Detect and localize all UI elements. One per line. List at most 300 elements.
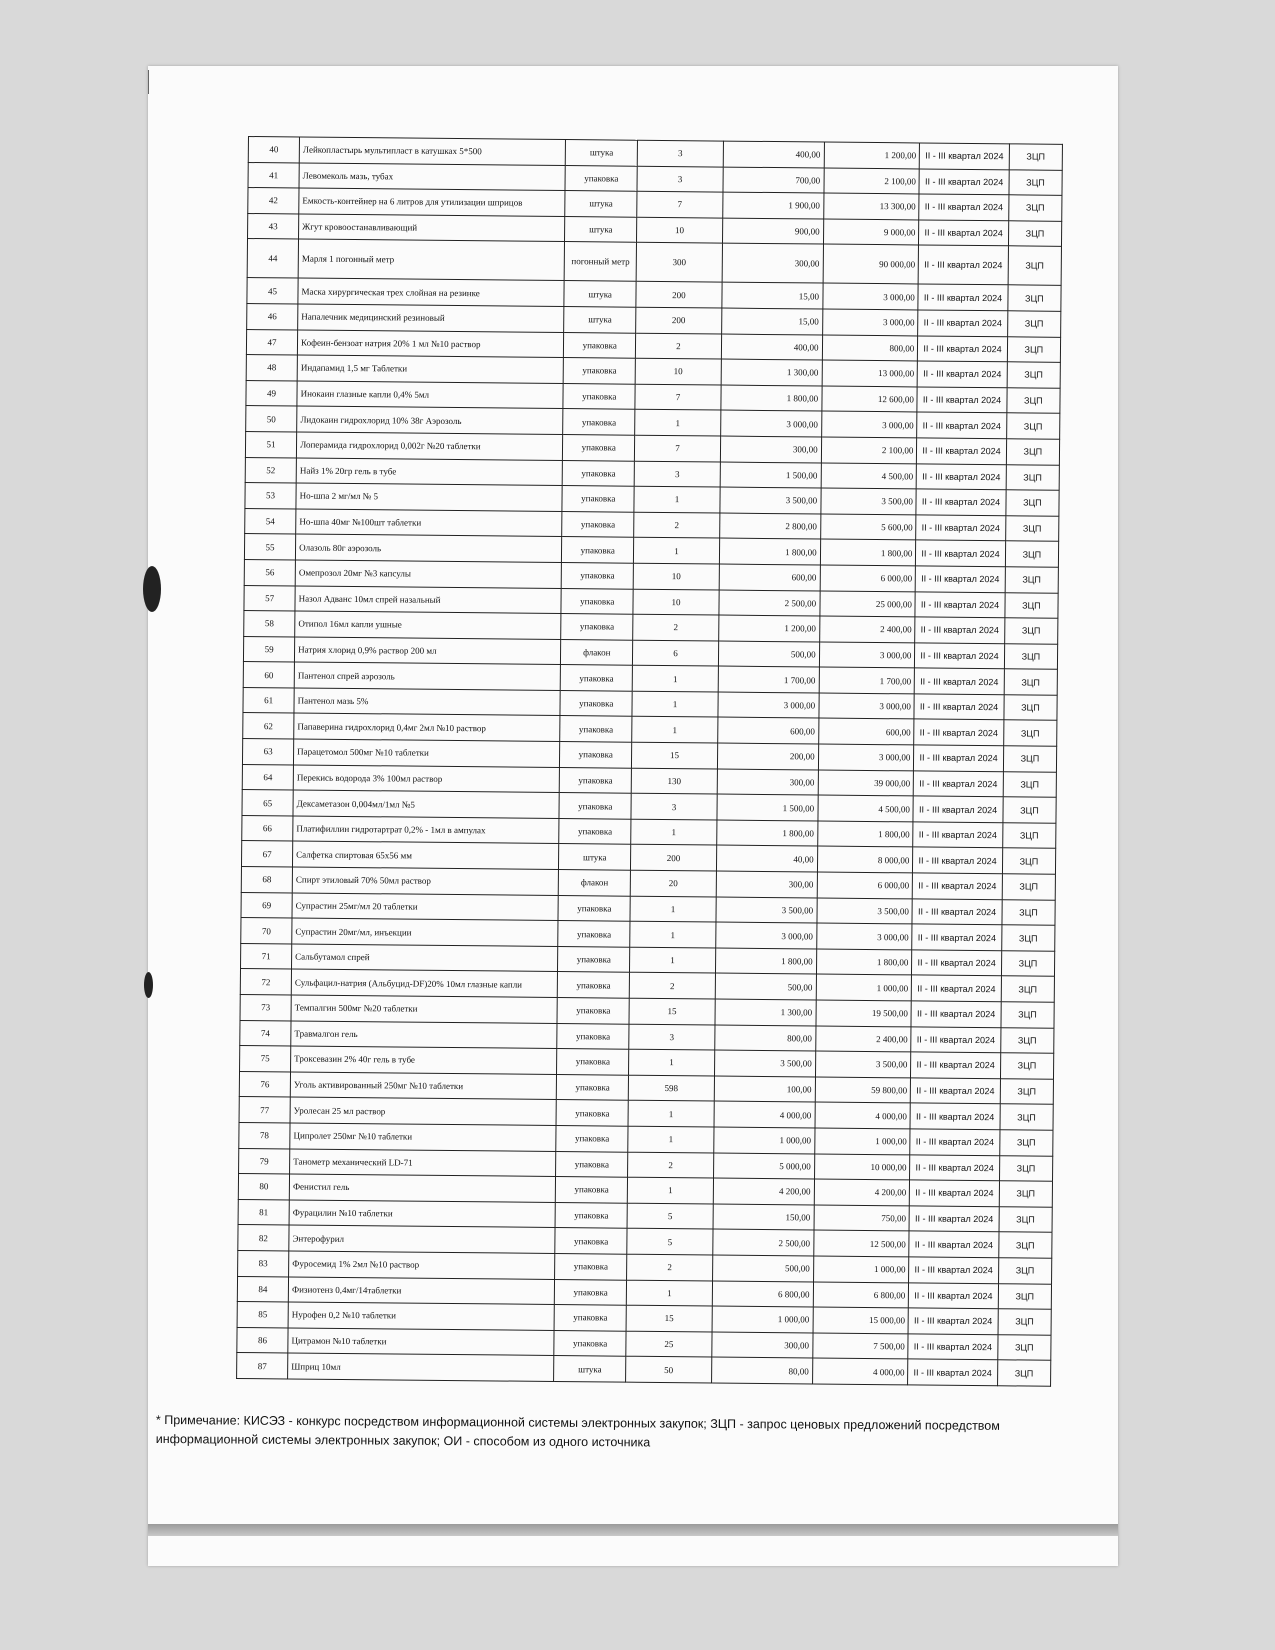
procurement-period: II - III квартал 2024 xyxy=(912,899,1002,925)
procurement-method: ЗЦП xyxy=(1000,1027,1054,1053)
unit-of-measure: упаковка xyxy=(554,1330,627,1356)
procurement-period: II - III квартал 2024 xyxy=(911,1078,1001,1104)
total-sum: 2 100,00 xyxy=(821,437,917,464)
procurement-period: II - III квартал 2024 xyxy=(917,387,1007,413)
unit-of-measure: упаковка xyxy=(555,1253,628,1279)
quantity: 50 xyxy=(626,1356,711,1382)
procurement-period: II - III квартал 2024 xyxy=(908,1308,998,1334)
procurement-period: II - III квартал 2024 xyxy=(916,515,1006,541)
quantity: 130 xyxy=(632,768,717,794)
unit-price: 3 000,00 xyxy=(715,922,816,949)
procurement-period: II - III квартал 2024 xyxy=(917,412,1007,438)
procurement-method: ЗЦП xyxy=(1006,464,1060,490)
procurement-method: ЗЦП xyxy=(998,1258,1052,1284)
item-name: Травмалгон гель xyxy=(291,1021,557,1049)
total-sum: 1 000,00 xyxy=(816,974,912,1001)
unit-of-measure: упаковка xyxy=(562,434,635,460)
procurement-method: ЗЦП xyxy=(1004,669,1058,695)
item-name: Супрастин 25мг/мл 20 таблетки xyxy=(292,893,558,921)
total-sum: 10 000,00 xyxy=(814,1154,910,1181)
item-name: Уролесан 25 мл раствор xyxy=(290,1097,556,1125)
item-name: Но-шпа 2 мг/мл № 5 xyxy=(296,483,562,511)
row-number: 86 xyxy=(237,1327,288,1353)
total-sum: 6 000,00 xyxy=(817,872,913,899)
item-name: Инокаин глазные капли 0,4% 5мл xyxy=(297,381,563,409)
item-name: Лидокаин гидрохлорид 10% 38г Аэрозоль xyxy=(297,406,563,434)
unit-of-measure: упаковка xyxy=(561,537,634,563)
row-number: 44 xyxy=(247,239,298,278)
quantity: 1 xyxy=(628,1177,713,1203)
row-number: 61 xyxy=(243,687,294,713)
procurement-method: ЗЦП xyxy=(1006,413,1060,439)
item-name: Платифиллин гидротартрат 0,2% - 1мл в ампулах xyxy=(293,816,559,844)
procurement-period: II - III квартал 2024 xyxy=(916,566,1006,592)
procurement-period: II - III квартал 2024 xyxy=(913,847,1003,873)
total-sum: 13 300,00 xyxy=(823,193,919,220)
procurement-method: ЗЦП xyxy=(1008,246,1062,286)
quantity: 1 xyxy=(633,665,718,691)
procurement-method: ЗЦП xyxy=(1008,285,1062,311)
quantity: 3 xyxy=(637,166,722,192)
item-name: Емкость-контейнер на 6 литров для утилизации шприцов xyxy=(299,188,565,216)
procurement-method: ЗЦП xyxy=(999,1207,1053,1233)
item-name: Но-шпа 40мг №100шт таблетки xyxy=(296,509,562,537)
procurement-method: ЗЦП xyxy=(1000,1053,1054,1079)
quantity: 200 xyxy=(631,845,716,871)
procurement-method: ЗЦП xyxy=(1003,771,1057,797)
unit-of-measure: упаковка xyxy=(556,1125,629,1151)
procurement-method: ЗЦП xyxy=(1003,746,1057,772)
row-number: 54 xyxy=(245,508,296,534)
quantity: 1 xyxy=(630,947,715,973)
procurement-method: ЗЦП xyxy=(1007,311,1061,337)
unit-of-measure: упаковка xyxy=(556,1151,629,1177)
procurement-period: II - III квартал 2024 xyxy=(909,1282,999,1308)
procurement-period: II - III квартал 2024 xyxy=(918,245,1008,285)
quantity: 2 xyxy=(628,1152,713,1178)
total-sum: 1 800,00 xyxy=(820,539,916,566)
unit-price: 2 500,00 xyxy=(712,1229,813,1256)
row-number: 45 xyxy=(247,278,298,304)
procurement-method: ЗЦП xyxy=(1007,336,1061,362)
total-sum: 7 500,00 xyxy=(812,1333,908,1360)
row-number: 74 xyxy=(240,1020,291,1046)
unit-price: 1 200,00 xyxy=(718,615,819,642)
quantity: 2 xyxy=(633,614,718,640)
quantity: 1 xyxy=(635,410,720,436)
total-sum: 4 000,00 xyxy=(815,1102,911,1129)
unit-of-measure: флакон xyxy=(558,870,631,896)
procurement-period: II - III квартал 2024 xyxy=(915,643,1005,669)
quantity: 200 xyxy=(636,282,721,308)
procurement-period: II - III квартал 2024 xyxy=(908,1334,998,1360)
procurement-method: ЗЦП xyxy=(1005,541,1059,567)
unit-price: 2 800,00 xyxy=(719,513,820,540)
total-sum: 3 000,00 xyxy=(819,693,915,720)
procurement-period: II - III квартал 2024 xyxy=(916,540,1006,566)
procurement-period: II - III квартал 2024 xyxy=(911,1001,1001,1027)
unit-of-measure: флакон xyxy=(561,639,634,665)
quantity: 1 xyxy=(628,1126,713,1152)
unit-of-measure: упаковка xyxy=(562,460,635,486)
unit-price: 600,00 xyxy=(719,564,820,591)
quantity: 10 xyxy=(634,563,719,589)
procurement-period: II - III квартал 2024 xyxy=(919,220,1009,246)
quantity: 1 xyxy=(634,538,719,564)
procurement-method: ЗЦП xyxy=(1002,848,1056,874)
unit-price: 400,00 xyxy=(723,141,824,168)
unit-price: 1 500,00 xyxy=(716,794,817,821)
procurement-method: ЗЦП xyxy=(1005,567,1059,593)
total-sum: 5 600,00 xyxy=(820,514,916,541)
unit-of-measure: упаковка xyxy=(559,818,632,844)
unit-price: 1 800,00 xyxy=(719,538,820,565)
procurement-method: ЗЦП xyxy=(1002,899,1056,925)
unit-of-measure: упаковка xyxy=(557,998,630,1024)
quantity: 1 xyxy=(629,1049,714,1075)
procurement-period: II - III квартал 2024 xyxy=(919,169,1009,195)
quantity: 3 xyxy=(631,793,716,819)
unit-price: 500,00 xyxy=(712,1255,813,1282)
item-name: Марля 1 погонный метр xyxy=(298,239,564,281)
item-name: Омепрозол 20мг №3 капсулы xyxy=(295,560,561,588)
row-number: 58 xyxy=(244,611,295,637)
unit-of-measure: упаковка xyxy=(561,588,634,614)
row-number: 81 xyxy=(238,1199,289,1225)
procurement-method: ЗЦП xyxy=(998,1232,1052,1258)
procurement-period: II - III квартал 2024 xyxy=(914,771,1004,797)
row-number: 68 xyxy=(241,867,292,893)
unit-of-measure: упаковка xyxy=(563,409,636,435)
unit-of-measure: упаковка xyxy=(560,716,633,742)
unit-price: 3 500,00 xyxy=(719,487,820,514)
total-sum: 2 100,00 xyxy=(824,168,920,195)
row-number: 84 xyxy=(237,1276,288,1302)
unit-price: 1 900,00 xyxy=(722,192,823,219)
quantity: 2 xyxy=(630,973,715,999)
total-sum: 750,00 xyxy=(814,1205,910,1232)
row-number: 43 xyxy=(248,213,299,239)
quantity: 1 xyxy=(631,819,716,845)
procurement-method: ЗЦП xyxy=(1005,592,1059,618)
unit-of-measure: упаковка xyxy=(558,921,631,947)
item-name: Напалечник медицинский резиновый xyxy=(298,304,564,332)
unit-of-measure: упаковка xyxy=(561,562,634,588)
item-name: Фенистил гель xyxy=(289,1174,555,1202)
procurement-method: ЗЦП xyxy=(1006,490,1060,516)
unit-price: 300,00 xyxy=(716,871,817,898)
total-sum: 3 000,00 xyxy=(822,283,918,310)
unit-of-measure: упаковка xyxy=(557,1049,630,1075)
unit-price: 80,00 xyxy=(711,1357,812,1384)
procurement-method: ЗЦП xyxy=(1006,439,1060,465)
quantity: 2 xyxy=(636,333,721,359)
total-sum: 1 000,00 xyxy=(813,1256,909,1283)
item-name: Цитрамон №10 таблетки xyxy=(288,1328,554,1356)
unit-price: 1 000,00 xyxy=(712,1306,813,1333)
procurement-period: II - III квартал 2024 xyxy=(909,1206,999,1232)
item-name: Жгут кровоостанавливающий xyxy=(299,214,565,242)
item-name: Пантенол мазь 5% xyxy=(294,688,560,716)
quantity: 7 xyxy=(635,435,720,461)
procurement-period: II - III квартал 2024 xyxy=(914,694,1004,720)
unit-of-measure: упаковка xyxy=(562,486,635,512)
unit-price: 1 000,00 xyxy=(713,1127,814,1154)
quantity: 15 xyxy=(629,998,714,1024)
total-sum: 2 400,00 xyxy=(819,616,915,643)
quantity: 1 xyxy=(634,486,719,512)
unit-of-measure: штука xyxy=(565,140,638,166)
document-page xyxy=(148,66,1118,1566)
quantity: 3 xyxy=(629,1024,714,1050)
total-sum: 4 500,00 xyxy=(818,795,914,822)
unit-of-measure: упаковка xyxy=(560,690,633,716)
quantity: 2 xyxy=(627,1254,712,1280)
unit-of-measure: упаковка xyxy=(556,1100,629,1126)
item-name: Парацетомол 500мг №10 таблетки xyxy=(294,739,560,767)
row-number: 65 xyxy=(242,790,293,816)
item-name: Нурофен 0,2 №10 таблетки xyxy=(288,1302,554,1330)
unit-price: 800,00 xyxy=(714,1025,815,1052)
procurement-method: ЗЦП xyxy=(1001,951,1055,977)
total-sum: 8 000,00 xyxy=(817,846,913,873)
total-sum: 6 000,00 xyxy=(820,565,916,592)
total-sum: 13 000,00 xyxy=(822,360,918,387)
item-name: Лоперамида гидрохлорид 0,002г №20 таблетки xyxy=(296,432,562,460)
unit-of-measure: упаковка xyxy=(558,946,631,972)
quantity: 1 xyxy=(627,1280,712,1306)
procurement-period: II - III квартал 2024 xyxy=(920,143,1010,169)
item-name: Левомеколь мазь, тубах xyxy=(299,163,565,191)
unit-price: 3 500,00 xyxy=(715,897,816,924)
quantity: 1 xyxy=(628,1101,713,1127)
row-number: 67 xyxy=(241,841,292,867)
procurement-period: II - III квартал 2024 xyxy=(916,489,1006,515)
unit-price: 3 000,00 xyxy=(717,692,818,719)
total-sum: 39 000,00 xyxy=(818,770,914,797)
procurement-method: ЗЦП xyxy=(1009,169,1063,195)
quantity: 25 xyxy=(626,1331,711,1357)
procurement-period: II - III квартал 2024 xyxy=(915,617,1005,643)
unit-price: 600,00 xyxy=(717,718,818,745)
row-number: 60 xyxy=(243,662,294,688)
procurement-method: ЗЦП xyxy=(999,1181,1053,1207)
item-name: Маска хирургическая трех слойная на резинке xyxy=(298,278,564,306)
quantity: 6 xyxy=(633,640,718,666)
procurement-method: ЗЦП xyxy=(1007,362,1061,388)
item-name: Танометр механический LD-71 xyxy=(290,1149,556,1177)
total-sum: 3 500,00 xyxy=(820,488,916,515)
procurement-period: II - III квартал 2024 xyxy=(915,591,1005,617)
total-sum: 59 800,00 xyxy=(815,1077,911,1104)
unit-of-measure: упаковка xyxy=(560,665,633,691)
row-number: 47 xyxy=(246,329,297,355)
quantity: 10 xyxy=(636,358,721,384)
total-sum: 3 000,00 xyxy=(821,411,917,438)
procurement-period: II - III квартал 2024 xyxy=(909,1231,999,1257)
procurement-method: ЗЦП xyxy=(1003,797,1057,823)
total-sum: 3 000,00 xyxy=(819,642,915,669)
quantity: 2 xyxy=(634,512,719,538)
unit-price: 300,00 xyxy=(720,436,821,463)
unit-of-measure: упаковка xyxy=(563,332,636,358)
procurement-period: II - III квартал 2024 xyxy=(915,668,1005,694)
item-name: Фуросемид 1% 2мл №10 раствор xyxy=(289,1251,555,1279)
procurement-period: II - III квартал 2024 xyxy=(914,745,1004,771)
unit-price: 5 000,00 xyxy=(713,1153,814,1180)
row-number: 80 xyxy=(238,1174,289,1200)
unit-of-measure: упаковка xyxy=(555,1177,628,1203)
unit-of-measure: упаковка xyxy=(556,1074,629,1100)
item-name: Энтерофурил xyxy=(289,1225,555,1253)
quantity: 3 xyxy=(638,140,723,166)
punch-hole-mark xyxy=(143,566,161,612)
unit-of-measure: штука xyxy=(565,191,638,217)
procurement-period: II - III квартал 2024 xyxy=(911,1027,1001,1053)
procurement-method: ЗЦП xyxy=(1001,976,1055,1002)
procurement-method: ЗЦП xyxy=(1004,695,1058,721)
procurement-period: II - III квартал 2024 xyxy=(910,1180,1000,1206)
unit-price: 300,00 xyxy=(711,1332,812,1359)
total-sum: 1 700,00 xyxy=(819,667,915,694)
total-sum: 800,00 xyxy=(822,335,918,362)
row-number: 49 xyxy=(246,380,297,406)
total-sum: 4 200,00 xyxy=(814,1179,910,1206)
quantity: 7 xyxy=(635,384,720,410)
unit-of-measure: упаковка xyxy=(562,511,635,537)
procurement-method: ЗЦП xyxy=(998,1309,1052,1335)
unit-of-measure: штука xyxy=(564,307,637,333)
procurement-method: ЗЦП xyxy=(1000,1079,1054,1105)
unit-price: 1 500,00 xyxy=(720,462,821,489)
quantity: 3 xyxy=(635,461,720,487)
item-name: Натрия хлорид 0,9% раствор 200 мл xyxy=(295,637,561,665)
procurement-period: II - III квартал 2024 xyxy=(918,284,1008,310)
total-sum: 12 500,00 xyxy=(813,1230,909,1257)
procurement-period: II - III квартал 2024 xyxy=(914,719,1004,745)
row-number: 57 xyxy=(244,585,295,611)
total-sum: 2 400,00 xyxy=(815,1026,911,1053)
row-number: 51 xyxy=(245,431,296,457)
quantity: 300 xyxy=(637,243,722,283)
row-number: 42 xyxy=(248,188,299,214)
unit-of-measure: упаковка xyxy=(563,383,636,409)
item-name: Найз 1% 20гр гель в тубе xyxy=(296,458,562,486)
row-number: 82 xyxy=(238,1225,289,1251)
item-name: Папаверина гидрохлорид 0,4мг 2мл №10 раствор xyxy=(294,713,560,741)
unit-price: 500,00 xyxy=(715,973,816,1000)
row-number: 85 xyxy=(237,1302,288,1328)
item-name: Отипол 16мл капли ушные xyxy=(295,611,561,639)
quantity: 5 xyxy=(627,1229,712,1255)
unit-of-measure: штука xyxy=(564,281,637,307)
unit-price: 100,00 xyxy=(714,1076,815,1103)
quantity: 1 xyxy=(632,717,717,743)
procurement-period: II - III квартал 2024 xyxy=(911,1052,1001,1078)
quantity: 1 xyxy=(630,896,715,922)
unit-price: 200,00 xyxy=(717,743,818,770)
unit-of-measure: штука xyxy=(559,844,632,870)
procurement-method: ЗЦП xyxy=(1008,221,1062,247)
row-number: 55 xyxy=(244,534,295,560)
unit-price: 700,00 xyxy=(722,167,823,194)
procurement-period: II - III квартал 2024 xyxy=(918,336,1008,362)
row-number: 83 xyxy=(238,1250,289,1276)
procurement-period: II - III квартал 2024 xyxy=(913,822,1003,848)
item-name: Пантенол спрей аэрозоль xyxy=(294,662,560,690)
row-number: 75 xyxy=(240,1046,291,1072)
quantity: 20 xyxy=(631,870,716,896)
total-sum: 1 200,00 xyxy=(824,142,920,169)
total-sum: 12 600,00 xyxy=(821,386,917,413)
procurement-method: ЗЦП xyxy=(1000,1104,1054,1130)
total-sum: 1 800,00 xyxy=(817,821,913,848)
unit-price: 2 500,00 xyxy=(718,590,819,617)
unit-price: 1 300,00 xyxy=(715,999,816,1026)
row-number: 70 xyxy=(241,918,292,944)
procurement-method: ЗЦП xyxy=(1002,874,1056,900)
total-sum: 19 500,00 xyxy=(816,1000,912,1027)
row-number: 73 xyxy=(240,994,291,1020)
procurement-period: II - III квартал 2024 xyxy=(909,1257,999,1283)
procurement-method: ЗЦП xyxy=(1007,388,1061,414)
unit-of-measure: погонный метр xyxy=(564,242,637,282)
row-number: 48 xyxy=(246,355,297,381)
item-name: Перекись водорода 3% 100мл раствор xyxy=(293,765,559,793)
procurement-period: II - III квартал 2024 xyxy=(918,310,1008,336)
item-name: Шприц 10мл xyxy=(288,1353,554,1381)
unit-price: 15,00 xyxy=(721,282,822,309)
unit-price: 1 800,00 xyxy=(715,948,816,975)
procurement-period: II - III квартал 2024 xyxy=(910,1103,1000,1129)
total-sum: 3 500,00 xyxy=(817,898,913,925)
total-sum: 4 000,00 xyxy=(812,1358,908,1385)
row-number: 46 xyxy=(247,303,298,329)
row-number: 78 xyxy=(239,1122,290,1148)
unit-price: 40,00 xyxy=(716,845,817,872)
unit-price: 300,00 xyxy=(722,243,823,283)
procurement-method: ЗЦП xyxy=(1002,823,1056,849)
unit-of-measure: упаковка xyxy=(557,972,630,998)
row-number: 72 xyxy=(240,969,291,995)
unit-price: 300,00 xyxy=(717,769,818,796)
item-name: Сульфацил-натрия (Альбуцид-DF)20% 10мл глазные капли xyxy=(291,969,557,997)
item-name: Кофеин-бензоат натрия 20% 1 мл №10 раствор xyxy=(297,330,563,358)
unit-price: 1 300,00 xyxy=(721,359,822,386)
quantity: 15 xyxy=(632,742,717,768)
procurement-period: II - III квартал 2024 xyxy=(917,361,1007,387)
unit-price: 1 800,00 xyxy=(716,820,817,847)
total-sum: 3 500,00 xyxy=(815,1051,911,1078)
unit-of-measure: упаковка xyxy=(565,165,638,191)
procurement-method: ЗЦП xyxy=(1009,144,1063,170)
unit-price: 6 800,00 xyxy=(712,1281,813,1308)
procurement-period: II - III квартал 2024 xyxy=(912,924,1002,950)
unit-of-measure: упаковка xyxy=(560,742,633,768)
procurement-table xyxy=(236,136,1063,1387)
unit-of-measure: упаковка xyxy=(555,1228,628,1254)
unit-price: 900,00 xyxy=(722,218,823,245)
procurement-period: II - III квартал 2024 xyxy=(919,194,1009,220)
procurement-period: II - III квартал 2024 xyxy=(910,1129,1000,1155)
total-sum: 1 800,00 xyxy=(816,949,912,976)
total-sum: 15 000,00 xyxy=(813,1307,909,1334)
item-name: Фурацилин №10 таблетки xyxy=(289,1200,555,1228)
unit-of-measure: штука xyxy=(565,216,638,242)
unit-of-measure: упаковка xyxy=(554,1305,627,1331)
row-number: 53 xyxy=(245,483,296,509)
procurement-period: II - III квартал 2024 xyxy=(912,975,1002,1001)
